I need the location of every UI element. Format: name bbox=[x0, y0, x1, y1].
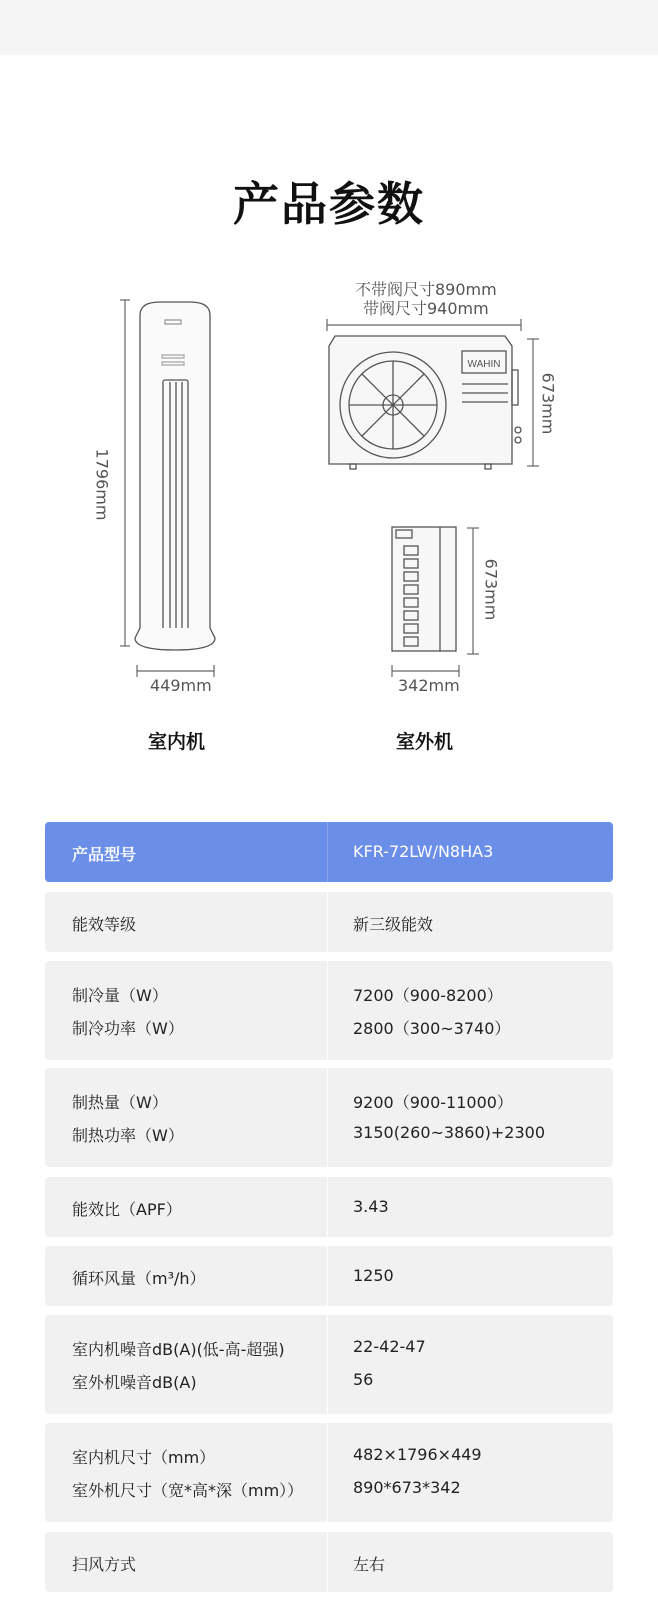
page-title: 产品参数 bbox=[233, 177, 425, 231]
row-label: 制冷功率（W） bbox=[72, 1019, 184, 1038]
row-value: 890*673*342 bbox=[353, 1478, 461, 1497]
header-value: KFR-72LW/N8HA3 bbox=[353, 842, 494, 861]
table-row bbox=[45, 892, 613, 952]
row-label: 室内机噪音dB(A)(低-高-超强) bbox=[72, 1340, 285, 1359]
row-label: 室内机尺寸（mm） bbox=[72, 1448, 216, 1467]
table-row bbox=[45, 1423, 613, 1522]
table-header-row bbox=[45, 822, 613, 882]
table-row bbox=[45, 1068, 613, 1167]
table-row bbox=[45, 1532, 613, 1592]
header-label: 产品型号 bbox=[72, 845, 137, 864]
outdoor-height-front-label: 673mm bbox=[538, 372, 558, 435]
outdoor-unit-label: 室外机 bbox=[396, 731, 454, 753]
row-label: 能效等级 bbox=[72, 915, 137, 934]
row-label: 循环风量（m³/h） bbox=[72, 1269, 206, 1288]
row-value: 7200（900-8200） bbox=[353, 986, 503, 1005]
row-value: 1250 bbox=[353, 1266, 394, 1285]
indoor-height-label: 1796mm bbox=[92, 448, 112, 521]
row-label: 制冷量（W） bbox=[72, 986, 168, 1005]
indoor-width-label: 449mm bbox=[150, 676, 212, 695]
row-label: 扫风方式 bbox=[72, 1555, 137, 1574]
row-value: 新三级能效 bbox=[353, 915, 434, 934]
outdoor-width-with-valve: 带阀尺寸940mm bbox=[363, 299, 489, 318]
table-row bbox=[45, 961, 613, 1060]
row-value: 2800（300~3740） bbox=[353, 1019, 511, 1038]
indoor-unit-label: 室内机 bbox=[148, 731, 206, 753]
row-value: 56 bbox=[353, 1370, 374, 1389]
row-label: 室外机尺寸（宽*高*深（mm）） bbox=[72, 1481, 304, 1500]
row-label: 制热量（W） bbox=[72, 1093, 168, 1112]
brand-logo: WAHIN bbox=[467, 359, 501, 370]
outdoor-depth-label: 342mm bbox=[398, 676, 460, 695]
row-value: 3.43 bbox=[353, 1197, 389, 1216]
row-value: 9200（900-11000） bbox=[353, 1093, 513, 1112]
outdoor-width-dim-line bbox=[327, 319, 521, 331]
row-label: 室外机噪音dB(A) bbox=[72, 1373, 197, 1392]
outdoor-side-height-dim-line bbox=[467, 528, 479, 654]
table-row bbox=[45, 1315, 613, 1414]
outdoor-width-no-valve: 不带阀尺寸890mm bbox=[355, 280, 497, 299]
row-value: 左右 bbox=[353, 1555, 386, 1574]
row-value: 22-42-47 bbox=[353, 1337, 426, 1356]
table-row bbox=[45, 1177, 613, 1237]
indoor-height-dim-line bbox=[120, 300, 130, 646]
row-label: 制热功率（W） bbox=[72, 1126, 184, 1145]
table-row bbox=[45, 1246, 613, 1306]
outdoor-height-side-label: 673mm bbox=[481, 558, 501, 621]
dimension-diagram bbox=[0, 0, 658, 780]
outdoor-unit-front-drawing bbox=[329, 336, 521, 469]
row-label: 能效比（APF） bbox=[72, 1200, 182, 1219]
outdoor-unit-side-drawing bbox=[392, 527, 456, 651]
row-value: 482×1796×449 bbox=[353, 1445, 482, 1464]
row-value: 3150(260~3860)+2300 bbox=[353, 1123, 545, 1142]
indoor-unit-drawing bbox=[135, 302, 215, 650]
outdoor-height-dim-line bbox=[527, 339, 539, 466]
